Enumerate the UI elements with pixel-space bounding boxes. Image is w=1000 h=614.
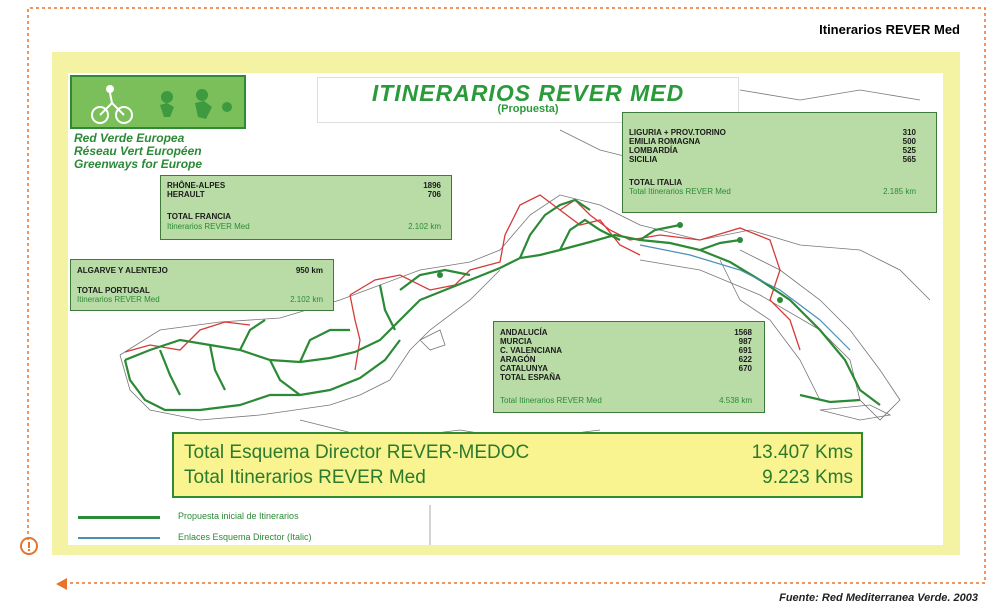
row-value: 691 [738,346,752,355]
sub-label: Itinerarios REVER Med [77,295,160,304]
row-label: ARAGÓN [500,355,536,364]
totals-box [172,432,863,498]
row-value: 670 [738,364,752,373]
total-director-value: 13.407 Kms [751,442,853,463]
total-label: TOTAL PORTUGAL [77,286,150,295]
row-label: MURCIA [500,337,532,346]
header-title: Itinerarios REVER Med [819,22,960,37]
legend-line-blue [78,537,160,539]
total-director-label: Total Esquema Director REVER-MEDOC [184,442,530,463]
row-label: C. VALENCIANA [500,346,563,355]
row-value: 565 [902,155,916,164]
sub-value: 4.538 km [719,396,752,405]
info-box-espana [493,321,765,413]
row-value: 310 [902,128,916,137]
sub-value: 2.185 km [883,187,916,196]
info-box-francia [160,175,452,240]
logo-line-1: Red Verde Europea [74,131,185,145]
legend-line-green [78,516,160,519]
info-box-portugal [70,259,334,311]
row-value: 987 [738,337,752,346]
cyclist-logo-icon [72,77,244,127]
row-label: SICILIA [629,155,658,164]
row-label: CATALUNYA [500,364,548,373]
legend-item-1: Propuesta inicial de Itinerarios [178,511,299,521]
row-label: HERAULT [167,190,205,199]
logo-line-3: Greenways for Europe [74,157,203,171]
sub-value: 2.102 km [290,295,323,304]
row-value: 1568 [734,328,752,337]
row-value: 500 [902,137,916,146]
map-title: ITINERARIOS REVER MED [371,80,685,106]
row-value: 706 [427,190,441,199]
total-label: TOTAL ITALIA [629,178,683,187]
total-label: TOTAL FRANCIA [167,212,231,221]
row-value: 1896 [423,181,441,190]
row-label: ALGARVE Y ALENTEJO [77,266,168,275]
logo-banner [70,75,246,129]
total-label: TOTAL ESPAÑA [500,373,561,382]
row-label: EMILIA ROMAGNA [629,137,701,146]
sub-label: Itinerarios REVER Med [167,222,250,231]
row-value: 525 [902,146,916,155]
row-label: LIGURIA + PROV.TORINO [629,128,726,137]
total-itinerarios-value: 9.223 Kms [762,467,853,488]
row-value: 950 km [295,266,323,275]
row-label: ANDALUCÍA [500,328,548,337]
sub-label: Total Itinerarios REVER Med [500,396,602,405]
arrow-left-icon [56,578,67,590]
total-itinerarios-label: Total Itinerarios REVER Med [184,467,426,488]
source-caption: Fuente: Red Mediterranea Verde. 2003 [779,592,978,604]
info-box-italia [622,112,937,213]
row-value: 622 [738,355,752,364]
map-subtitle: (Propuesta) [497,103,559,115]
legend-item-2: Enlaces Esquema Director (Italic) [178,532,312,542]
row-label: LOMBARDÍA [629,146,678,155]
sub-value: 2.102 km [408,222,441,231]
sub-label: Total Itinerarios REVER Med [629,187,731,196]
row-label: RHÔNE-ALPES [167,181,226,190]
logo-line-2: Réseau Vert Européen [74,144,202,158]
warning-circle-icon [20,537,38,555]
